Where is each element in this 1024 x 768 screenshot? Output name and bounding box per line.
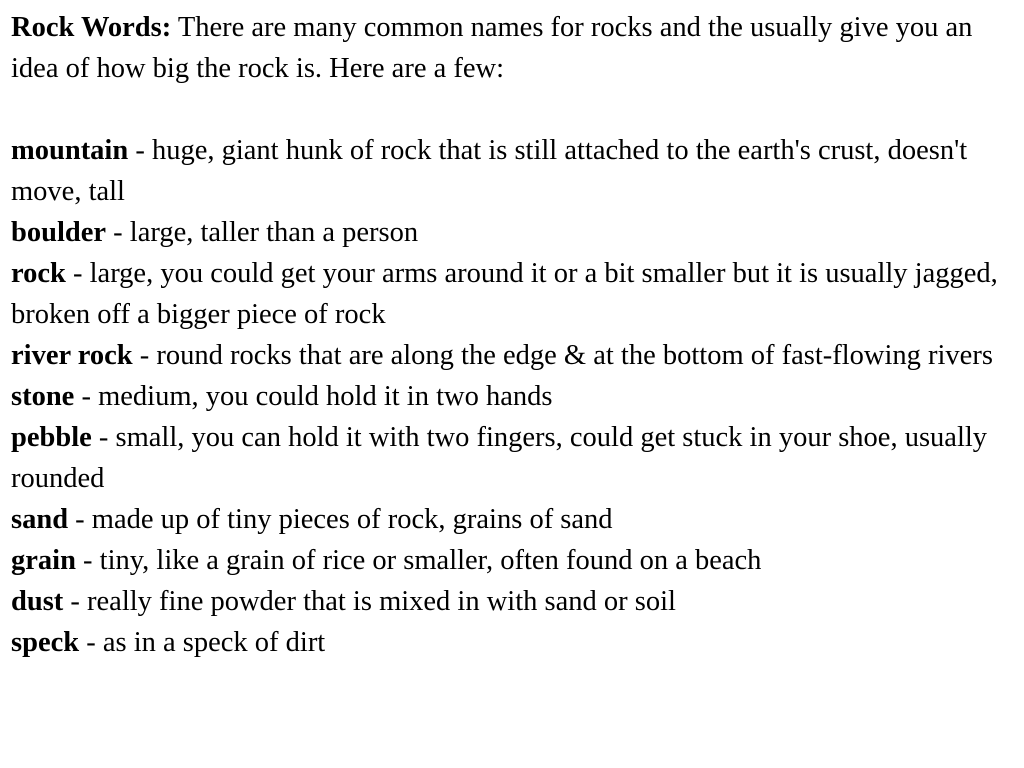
term-word: stone: [11, 381, 75, 412]
intro-heading: Rock Words:: [11, 12, 172, 43]
paragraph-spacer: [11, 89, 1013, 130]
term-speck: [11, 622, 1013, 663]
term-definition: - tiny, like a grain of rice or smaller, often found on a beach: [75, 545, 762, 576]
term-word: speck: [11, 627, 80, 658]
term-word: pebble: [11, 422, 92, 453]
term-definition: - huge, giant hunk of rock that is still attached to the earth's crust, doesn't move, tall: [11, 135, 968, 207]
term-stone: [11, 376, 1013, 417]
intro-paragraph: [11, 7, 1013, 89]
intro-text: There are many common names for rocks and the usually give you an idea of how big the rock is. Here are a few:: [11, 12, 973, 84]
term-grain: [11, 540, 1013, 581]
term-definition: - small, you can hold it with two fingers, could get stuck in your shoe, usually rounded: [11, 422, 988, 494]
term-rock: [11, 253, 1013, 335]
term-definition: - large, you could get your arms around it or a bit smaller but it is usually jagged, broken off a bigger piece of rock: [11, 258, 998, 330]
term-word: boulder: [11, 217, 107, 248]
term-list: [11, 130, 1013, 663]
term-definition: - made up of tiny pieces of rock, grains of sand: [68, 504, 613, 535]
term-mountain: [11, 130, 1013, 212]
term-definition: - round rocks that are along the edge & at the bottom of fast-flowing rivers: [132, 340, 993, 371]
term-word: rock: [11, 258, 66, 289]
term-definition: - large, taller than a person: [106, 217, 419, 248]
term-definition: - as in a speck of dirt: [79, 627, 326, 658]
term-word: river rock: [11, 340, 133, 371]
term-word: mountain: [11, 135, 129, 166]
term-river-rock: [11, 335, 1013, 376]
term-dust: [11, 581, 1013, 622]
term-word: grain: [11, 545, 76, 576]
term-word: dust: [11, 586, 64, 617]
term-word: sand: [11, 504, 69, 535]
term-definition: - really fine powder that is mixed in with sand or soil: [63, 586, 676, 617]
term-boulder: [11, 212, 1013, 253]
term-definition: - medium, you could hold it in two hands: [74, 381, 553, 412]
term-pebble: [11, 417, 1013, 499]
term-sand: [11, 499, 1013, 540]
